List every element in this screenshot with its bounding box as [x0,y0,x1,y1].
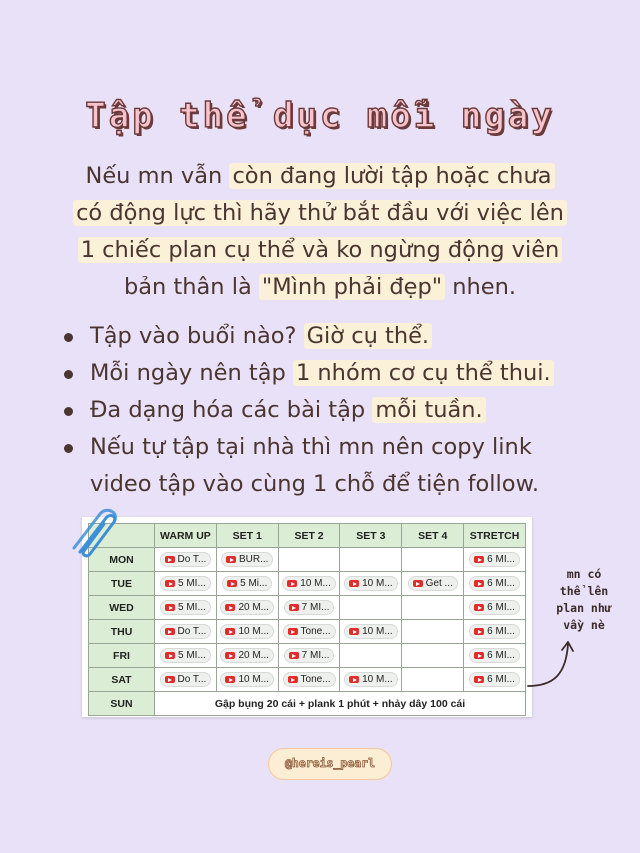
curved-arrow-icon [520,636,580,692]
table-cell [216,572,278,596]
video-link-label: Do T... [177,626,207,637]
table-row [89,644,526,668]
video-link-chip[interactable] [284,648,335,663]
video-link-label: 5 Mi... [240,578,268,589]
video-link-chip[interactable] [469,624,520,639]
table-cell [402,620,464,644]
video-link-chip[interactable] [469,648,520,663]
tip-item: Nếu tự tập tại nhà thì mn nên copy link [62,429,622,466]
table-row-sunday [89,692,526,716]
video-link-chip[interactable] [160,600,211,615]
table-cell [464,596,526,620]
day-label: SAT [89,668,155,692]
youtube-icon [165,676,175,683]
video-link-label: 7 MI... [301,650,330,661]
video-link-chip[interactable] [344,576,398,591]
youtube-icon [289,652,299,659]
video-link-label: 5 MI... [178,578,206,589]
video-link-chip[interactable] [469,552,520,567]
youtube-icon [474,652,484,659]
author-handle: @hereis_pearl [268,748,392,780]
sunday-routine: Gập bụng 20 cái + plank 1 phút + nhảy dây 100 cái [155,692,526,716]
video-link-chip[interactable] [220,600,274,615]
table-cell [278,620,340,644]
tips-list [62,318,622,503]
intro-paragraph [30,158,610,306]
side-note-line: vầy nè [563,618,605,632]
day-label: THU [89,620,155,644]
table-cell [216,548,278,572]
day-label: TUE [89,572,155,596]
video-link-label: 10 M... [238,626,270,637]
video-link-label: 7 MI... [301,602,330,613]
video-link-label: 6 MI... [487,626,515,637]
table-row [89,548,526,572]
table-row [89,620,526,644]
table-cell [464,548,526,572]
youtube-icon [225,676,235,683]
workout-plan-card [82,517,532,717]
video-link-chip[interactable] [284,600,335,615]
video-link-label: 6 MI... [487,650,515,661]
intro-line-4: bản thân là "Mình phải đẹp" nhen. [123,274,517,300]
youtube-icon [225,628,235,635]
table-cell [402,596,464,620]
video-link-label: 5 MI... [178,602,206,613]
day-label: SUN [89,692,155,716]
table-cell [340,620,402,644]
table-row [89,596,526,620]
youtube-icon [474,676,484,683]
video-link-chip[interactable] [221,552,273,567]
table-cell [155,596,217,620]
youtube-icon [349,580,359,587]
table-cell [402,548,464,572]
video-link-label: 6 MI... [487,602,515,613]
youtube-icon [288,676,298,683]
table-cell [278,572,340,596]
youtube-icon [349,676,359,683]
youtube-icon [287,580,297,587]
tip-item: Đa dạng hóa các bài tập mỗi tuần. [62,392,622,429]
video-link-label: 10 M... [238,674,270,685]
table-cell [155,668,217,692]
youtube-icon [474,580,484,587]
youtube-icon [165,628,175,635]
video-link-chip[interactable] [160,648,211,663]
youtube-icon [165,604,175,611]
video-link-chip[interactable] [469,576,520,591]
video-link-chip[interactable] [469,600,520,615]
table-cell [278,668,340,692]
column-header: STRETCH [464,524,526,548]
day-label: MON [89,548,155,572]
table-cell [216,596,278,620]
youtube-icon [225,604,235,611]
youtube-icon [165,580,175,587]
column-header: SET 3 [340,524,402,548]
video-link-chip[interactable] [344,672,398,687]
youtube-icon [225,652,235,659]
video-link-label: 20 M... [238,650,270,661]
video-link-label: 20 M... [238,602,270,613]
table-cell [155,620,217,644]
day-label: WED [89,596,155,620]
video-link-label: 5 MI... [178,650,206,661]
youtube-icon [165,652,175,659]
youtube-icon [474,604,484,611]
video-link-chip[interactable] [220,648,274,663]
video-link-chip[interactable] [469,672,520,687]
video-link-label: 6 MI... [487,554,515,565]
video-link-label: 6 MI... [487,674,515,685]
video-link-chip[interactable] [160,576,211,591]
video-link-label: Tone... [300,674,331,685]
table-cell [278,596,340,620]
table-cell [402,644,464,668]
paperclip-icon [66,504,122,564]
video-link-label: 10 M... [362,626,393,637]
tip-item-continued: video tập vào cùng 1 chỗ để tiện follow. [90,471,540,497]
video-link-chip[interactable] [160,672,212,687]
video-link-chip[interactable] [283,672,336,687]
video-link-chip[interactable] [283,624,336,639]
table-cell [216,668,278,692]
table-cell [155,644,217,668]
video-link-label: 10 M... [362,578,393,589]
side-note-line: plan như [556,601,612,615]
tip-item: Tập vào buổi nào? Giờ cụ thể. [62,318,622,355]
side-note-line: mn có [566,567,602,581]
table-row [89,572,526,596]
video-link-chip[interactable] [160,624,212,639]
table-cell [402,668,464,692]
youtube-icon [474,628,484,635]
table-cell [340,668,402,692]
intro-line-2: có động lực thì hãy thử bắt đầu với việc lên [30,195,610,232]
table-cell [278,644,340,668]
column-header: SET 1 [216,524,278,548]
video-link-label: Get ... [425,578,453,589]
video-link-label: 6 MI... [487,578,515,589]
video-link-chip[interactable] [220,624,274,639]
video-link-chip[interactable] [282,576,336,591]
table-body [89,548,526,716]
side-note-line: thể lên [559,584,609,598]
table-cell [216,644,278,668]
youtube-icon [289,604,299,611]
video-link-label: Do T... [177,554,207,565]
table-cell [464,644,526,668]
column-header: SET 4 [402,524,464,548]
video-link-chip[interactable] [408,576,458,591]
table-cell [464,668,526,692]
video-link-chip[interactable] [222,576,272,591]
table-cell [402,572,464,596]
table-cell [340,596,402,620]
youtube-icon [227,580,237,587]
video-link-chip[interactable] [160,552,212,567]
video-link-label: BUR... [239,554,269,565]
table-cell [464,620,526,644]
youtube-icon [474,556,484,563]
column-header: SET 2 [278,524,340,548]
youtube-icon [226,556,236,563]
youtube-icon [413,580,423,587]
youtube-icon [165,556,175,563]
video-link-label: Tone... [300,626,331,637]
video-link-chip[interactable] [344,624,398,639]
intro-line-3: 1 chiếc plan cụ thể và ko ngừng động viên [30,232,610,269]
table-cell [155,572,217,596]
video-link-label: 10 M... [300,578,331,589]
table-cell [464,572,526,596]
youtube-icon [288,628,298,635]
table-cell [216,620,278,644]
intro-line-1: Nếu mn vẫn còn đang lười tập hoặc chưa [30,158,610,195]
video-link-chip[interactable] [220,672,274,687]
tip-item: Mỗi ngày nên tập 1 nhóm cơ cụ thể thui. [62,355,622,392]
table-cell [340,572,402,596]
table-cell [340,548,402,572]
workout-plan-table [88,523,526,716]
column-header: WARM UP [155,524,217,548]
youtube-icon [349,628,359,635]
table-cell [340,644,402,668]
table-cell [155,548,217,572]
side-note [536,566,632,634]
video-link-label: Do T... [177,674,207,685]
page-title: Tập thể dục mỗi ngày [85,96,555,136]
table-row [89,668,526,692]
video-link-label: 10 M... [362,674,393,685]
table-header-row [89,524,526,548]
table-cell [278,548,340,572]
day-label: FRI [89,644,155,668]
